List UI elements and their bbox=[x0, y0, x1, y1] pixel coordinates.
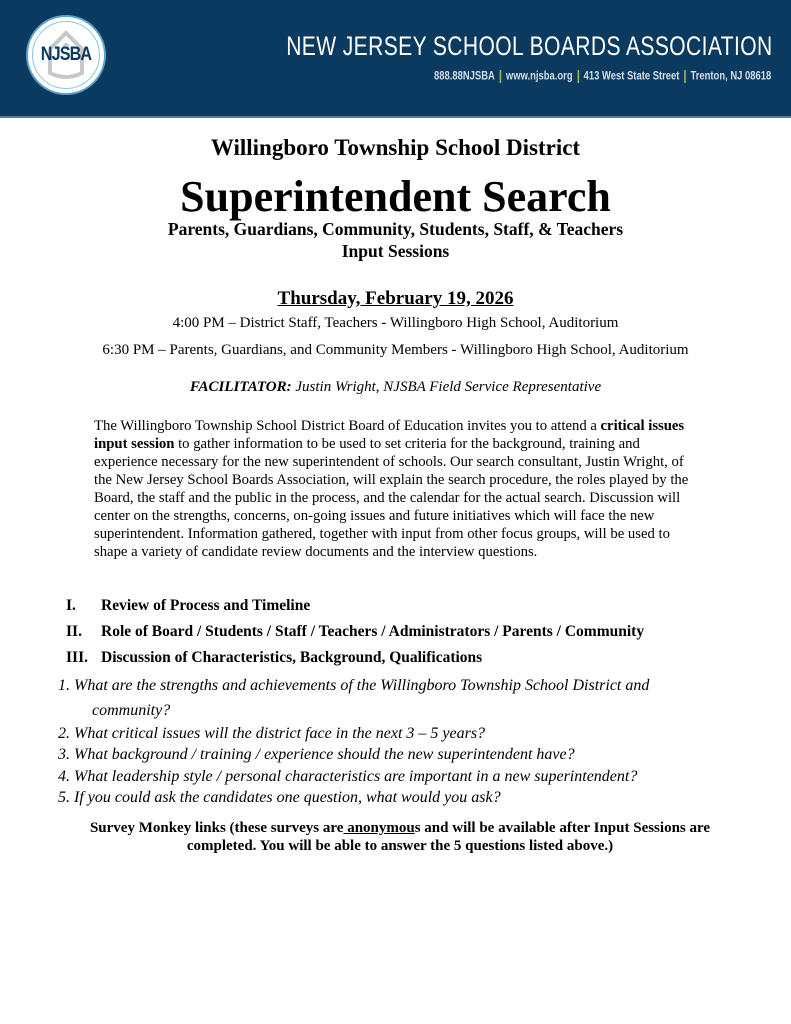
facilitator-line bbox=[0, 379, 791, 396]
njsba-logo bbox=[26, 15, 106, 95]
audience-subtitle: Parents, Guardians, Community, Students, Staff, & Teachers bbox=[167, 219, 624, 239]
event-date: Thursday, February 19, 2026 bbox=[277, 288, 514, 309]
intro-paragraph bbox=[94, 417, 700, 561]
header-banner bbox=[0, 0, 791, 118]
intro-text-rest: to gather information to be used to set criteria for the background, training and experience necessary for the new superintendent of schools. Our search consultant, Justin Wright, of the New Jersey School Boards Association, will explain the search procedure, the roles played by the Board, the staff and the public in the process, and the calendar for the actual search. Discussion will center on the strengths, concerns, on-going issues and future initiatives which will face the new superintendent. Information gathered, together with input from other focus groups, will be used to shape a variety of candidate review documents and the interview questions. bbox=[94, 436, 689, 560]
street-address: 413 West State Street bbox=[583, 70, 680, 83]
survey-anonymous: anonymou bbox=[343, 820, 415, 836]
facilitator-name: Justin Wright, NJSBA Field Service Representative bbox=[291, 379, 602, 395]
agenda-num: III. bbox=[66, 649, 88, 666]
sessions-subtitle: Input Sessions bbox=[341, 241, 450, 261]
agenda-num: II. bbox=[66, 623, 82, 640]
divider bbox=[684, 70, 685, 83]
logo-text: NJSBA bbox=[40, 44, 92, 65]
website-link[interactable]: www.njsba.org bbox=[505, 70, 573, 83]
agenda-item bbox=[66, 597, 310, 615]
contact-line bbox=[434, 70, 771, 83]
agenda-item bbox=[66, 649, 482, 667]
agenda-text: Review of Process and Timeline bbox=[101, 597, 311, 614]
agenda-item bbox=[66, 623, 644, 641]
divider bbox=[500, 70, 501, 83]
question-2: 2. What critical issues will the district face in the next 3 – 5 years? bbox=[58, 725, 486, 742]
session-2: 6:30 PM – Parents, Guardians, and Community Members - Willingboro High School, Auditorium bbox=[102, 342, 689, 358]
agenda-num: I. bbox=[66, 597, 76, 614]
question-4: 4. What leadership style / personal characteristics are important in a new superintendent? bbox=[58, 768, 638, 785]
intro-text: The Willingboro Township School District Board of Education invites you to attend a bbox=[94, 418, 601, 434]
agenda-text: Role of Board / Students / Staff / Teachers / Administrators / Parents / Community bbox=[101, 623, 645, 640]
question-3: 3. What background / training / experience should the new superintendent have? bbox=[58, 746, 575, 763]
question-1: 1. What are the strengths and achievements of the Willingboro Township School District and bbox=[58, 677, 650, 694]
survey-note bbox=[60, 819, 740, 855]
district-name: Willingboro Township School District bbox=[210, 135, 581, 160]
question-1-cont: community? bbox=[92, 702, 171, 719]
divider bbox=[577, 70, 578, 83]
org-name: NEW JERSEY SCHOOL BOARDS ASSOCIATION bbox=[286, 31, 773, 61]
phone: 888.88NJSBA bbox=[433, 70, 495, 83]
session-1: 4:00 PM – District Staff, Teachers - Willingboro High School, Auditorium bbox=[172, 315, 619, 331]
survey-text-rest: s and will be available after Input Sessions are completed. You will be able to answer the 5 questions listed above.) bbox=[186, 820, 711, 854]
city-address: Trenton, NJ 08618 bbox=[690, 70, 771, 83]
agenda-text: Discussion of Characteristics, Background, Qualifications bbox=[101, 649, 483, 666]
intro-emphasis: critical issues input session bbox=[94, 418, 685, 452]
survey-text: Survey Monkey links (these surveys are bbox=[89, 820, 344, 836]
facilitator-label: FACILITATOR: bbox=[189, 379, 292, 395]
page-title: Superintendent Search bbox=[180, 172, 611, 221]
question-5: 5. If you could ask the candidates one question, what would you ask? bbox=[58, 789, 501, 806]
